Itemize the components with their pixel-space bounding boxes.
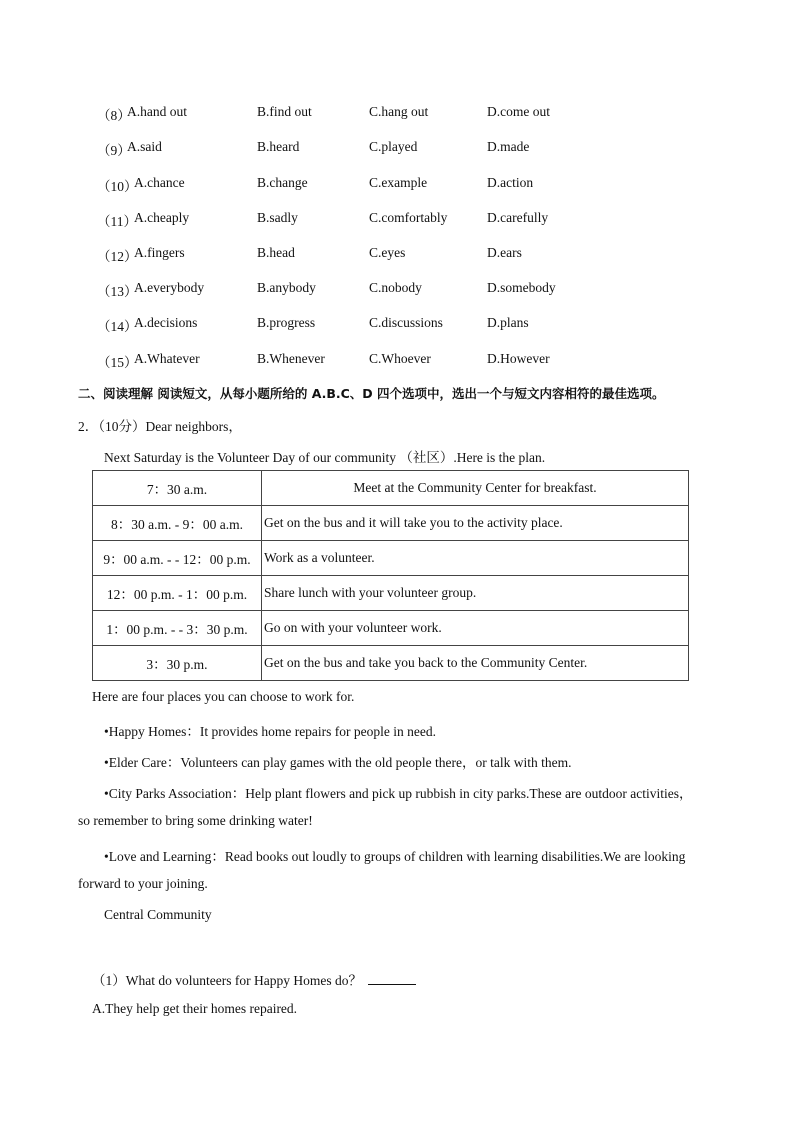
section-heading: 二、阅读理解 阅读短文，从每小题所给的 A.B.C、D 四个选项中，选出一个与短文内容相符的最佳选项。 bbox=[78, 386, 665, 401]
answer-blank[interactable] bbox=[368, 972, 416, 985]
place-city-parks: •City Parks Association：Help plant flowers and pick up rubbish in city parks.These are outdoor activities， bbox=[104, 786, 693, 801]
option-d[interactable]: D.somebody bbox=[487, 280, 556, 295]
option-a[interactable]: A.chance bbox=[134, 175, 185, 190]
option-a[interactable]: A.hand out bbox=[127, 104, 187, 119]
time-cell: 7：30 a.m. bbox=[93, 471, 262, 506]
option-row-8 bbox=[97, 104, 737, 124]
option-row-11 bbox=[97, 210, 737, 230]
option-b[interactable]: B.heard bbox=[257, 139, 300, 154]
place-love-learning-cont: forward to your joining. bbox=[78, 876, 208, 891]
time-cell: 9：00 a.m. - - 12：00 p.m. bbox=[93, 541, 262, 576]
places-intro: Here are four places you can choose to work for. bbox=[92, 689, 355, 704]
table-row bbox=[93, 576, 689, 611]
time-cell: 12：00 p.m. - 1：00 p.m. bbox=[93, 576, 262, 611]
question-header: 2．（10分）Dear neighbors， bbox=[78, 419, 242, 434]
activity-cell: Get on the bus and take you back to the Community Center. bbox=[262, 646, 689, 681]
option-b[interactable]: B.progress bbox=[257, 315, 316, 330]
option-c[interactable]: C.nobody bbox=[369, 280, 422, 295]
table-row bbox=[93, 611, 689, 646]
time-cell: 1：00 p.m. - - 3：30 p.m. bbox=[93, 611, 262, 646]
option-d[interactable]: D.come out bbox=[487, 104, 550, 119]
option-a[interactable]: A.everybody bbox=[134, 280, 205, 295]
option-b[interactable]: B.change bbox=[257, 175, 308, 190]
question-number: （15） bbox=[97, 355, 138, 370]
option-row-14 bbox=[97, 315, 737, 335]
option-d[interactable]: D.action bbox=[487, 175, 534, 190]
question-number: （13） bbox=[97, 284, 138, 299]
option-b[interactable]: B.anybody bbox=[257, 280, 316, 295]
option-c[interactable]: C.example bbox=[369, 175, 428, 190]
option-c[interactable]: C.hang out bbox=[369, 104, 429, 119]
option-c[interactable]: C.played bbox=[369, 139, 418, 154]
question-number: （8） bbox=[97, 108, 131, 123]
question-number: （14） bbox=[97, 319, 138, 334]
option-c[interactable]: C.Whoever bbox=[369, 351, 431, 366]
option-a[interactable]: A.fingers bbox=[134, 245, 185, 260]
option-d[interactable]: D.However bbox=[487, 351, 550, 366]
passage-intro: Next Saturday is the Volunteer Day of our community （社区）.Here is the plan. bbox=[104, 450, 546, 465]
activity-cell: Meet at the Community Center for breakfast. bbox=[262, 471, 689, 506]
option-a[interactable]: A.cheaply bbox=[134, 210, 190, 225]
signature: Central Community bbox=[104, 907, 212, 922]
option-row-13 bbox=[97, 280, 737, 300]
activity-cell: Work as a volunteer. bbox=[262, 541, 689, 576]
activity-cell: Go on with your volunteer work. bbox=[262, 611, 689, 646]
option-c[interactable]: C.discussions bbox=[369, 315, 443, 330]
option-a[interactable]: A.decisions bbox=[134, 315, 198, 330]
question-number: （12） bbox=[97, 249, 138, 264]
option-d[interactable]: D.plans bbox=[487, 315, 529, 330]
question-1-text: （1）What do volunteers for Happy Homes do？ bbox=[92, 973, 362, 988]
option-d[interactable]: D.carefully bbox=[487, 210, 549, 225]
question-number: （10） bbox=[97, 179, 138, 194]
activity-cell: Get on the bus and it will take you to the activity place. bbox=[262, 506, 689, 541]
question-1-option-a[interactable]: A.They help get their homes repaired. bbox=[92, 1001, 298, 1016]
table-row bbox=[93, 506, 689, 541]
option-c[interactable]: C.comfortably bbox=[369, 210, 448, 225]
table-row bbox=[93, 471, 689, 506]
option-b[interactable]: B.sadly bbox=[257, 210, 298, 225]
time-cell: 3：30 p.m. bbox=[93, 646, 262, 681]
option-d[interactable]: D.made bbox=[487, 139, 530, 154]
table-row bbox=[93, 541, 689, 576]
activity-cell: Share lunch with your volunteer group. bbox=[262, 576, 689, 611]
option-b[interactable]: B.Whenever bbox=[257, 351, 325, 366]
option-row-9 bbox=[97, 139, 737, 159]
question-number: （11） bbox=[97, 214, 137, 229]
option-c[interactable]: C.eyes bbox=[369, 245, 406, 260]
question-number: （9） bbox=[97, 143, 131, 158]
time-cell: 8：30 a.m. - 9：00 a.m. bbox=[93, 506, 262, 541]
option-row-10 bbox=[97, 175, 737, 195]
place-city-parks-cont: so remember to bring some drinking water! bbox=[78, 813, 313, 828]
question-1 bbox=[92, 969, 416, 989]
volunteer-plan-table bbox=[92, 470, 689, 681]
place-love-learning: •Love and Learning：Read books out loudly to groups of children with learning disabilities.We are looking bbox=[104, 849, 686, 864]
table-row bbox=[93, 646, 689, 681]
place-elder-care: •Elder Care：Volunteers can play games with the old people there，or talk with them. bbox=[104, 755, 572, 770]
option-row-15 bbox=[97, 351, 737, 371]
place-happy-homes: •Happy Homes：It provides home repairs for people in need. bbox=[104, 724, 437, 739]
option-d[interactable]: D.ears bbox=[487, 245, 522, 260]
option-a[interactable]: A.said bbox=[127, 139, 162, 154]
option-a[interactable]: A.Whatever bbox=[134, 351, 200, 366]
option-b[interactable]: B.find out bbox=[257, 104, 312, 119]
option-b[interactable]: B.head bbox=[257, 245, 295, 260]
option-row-12 bbox=[97, 245, 737, 265]
